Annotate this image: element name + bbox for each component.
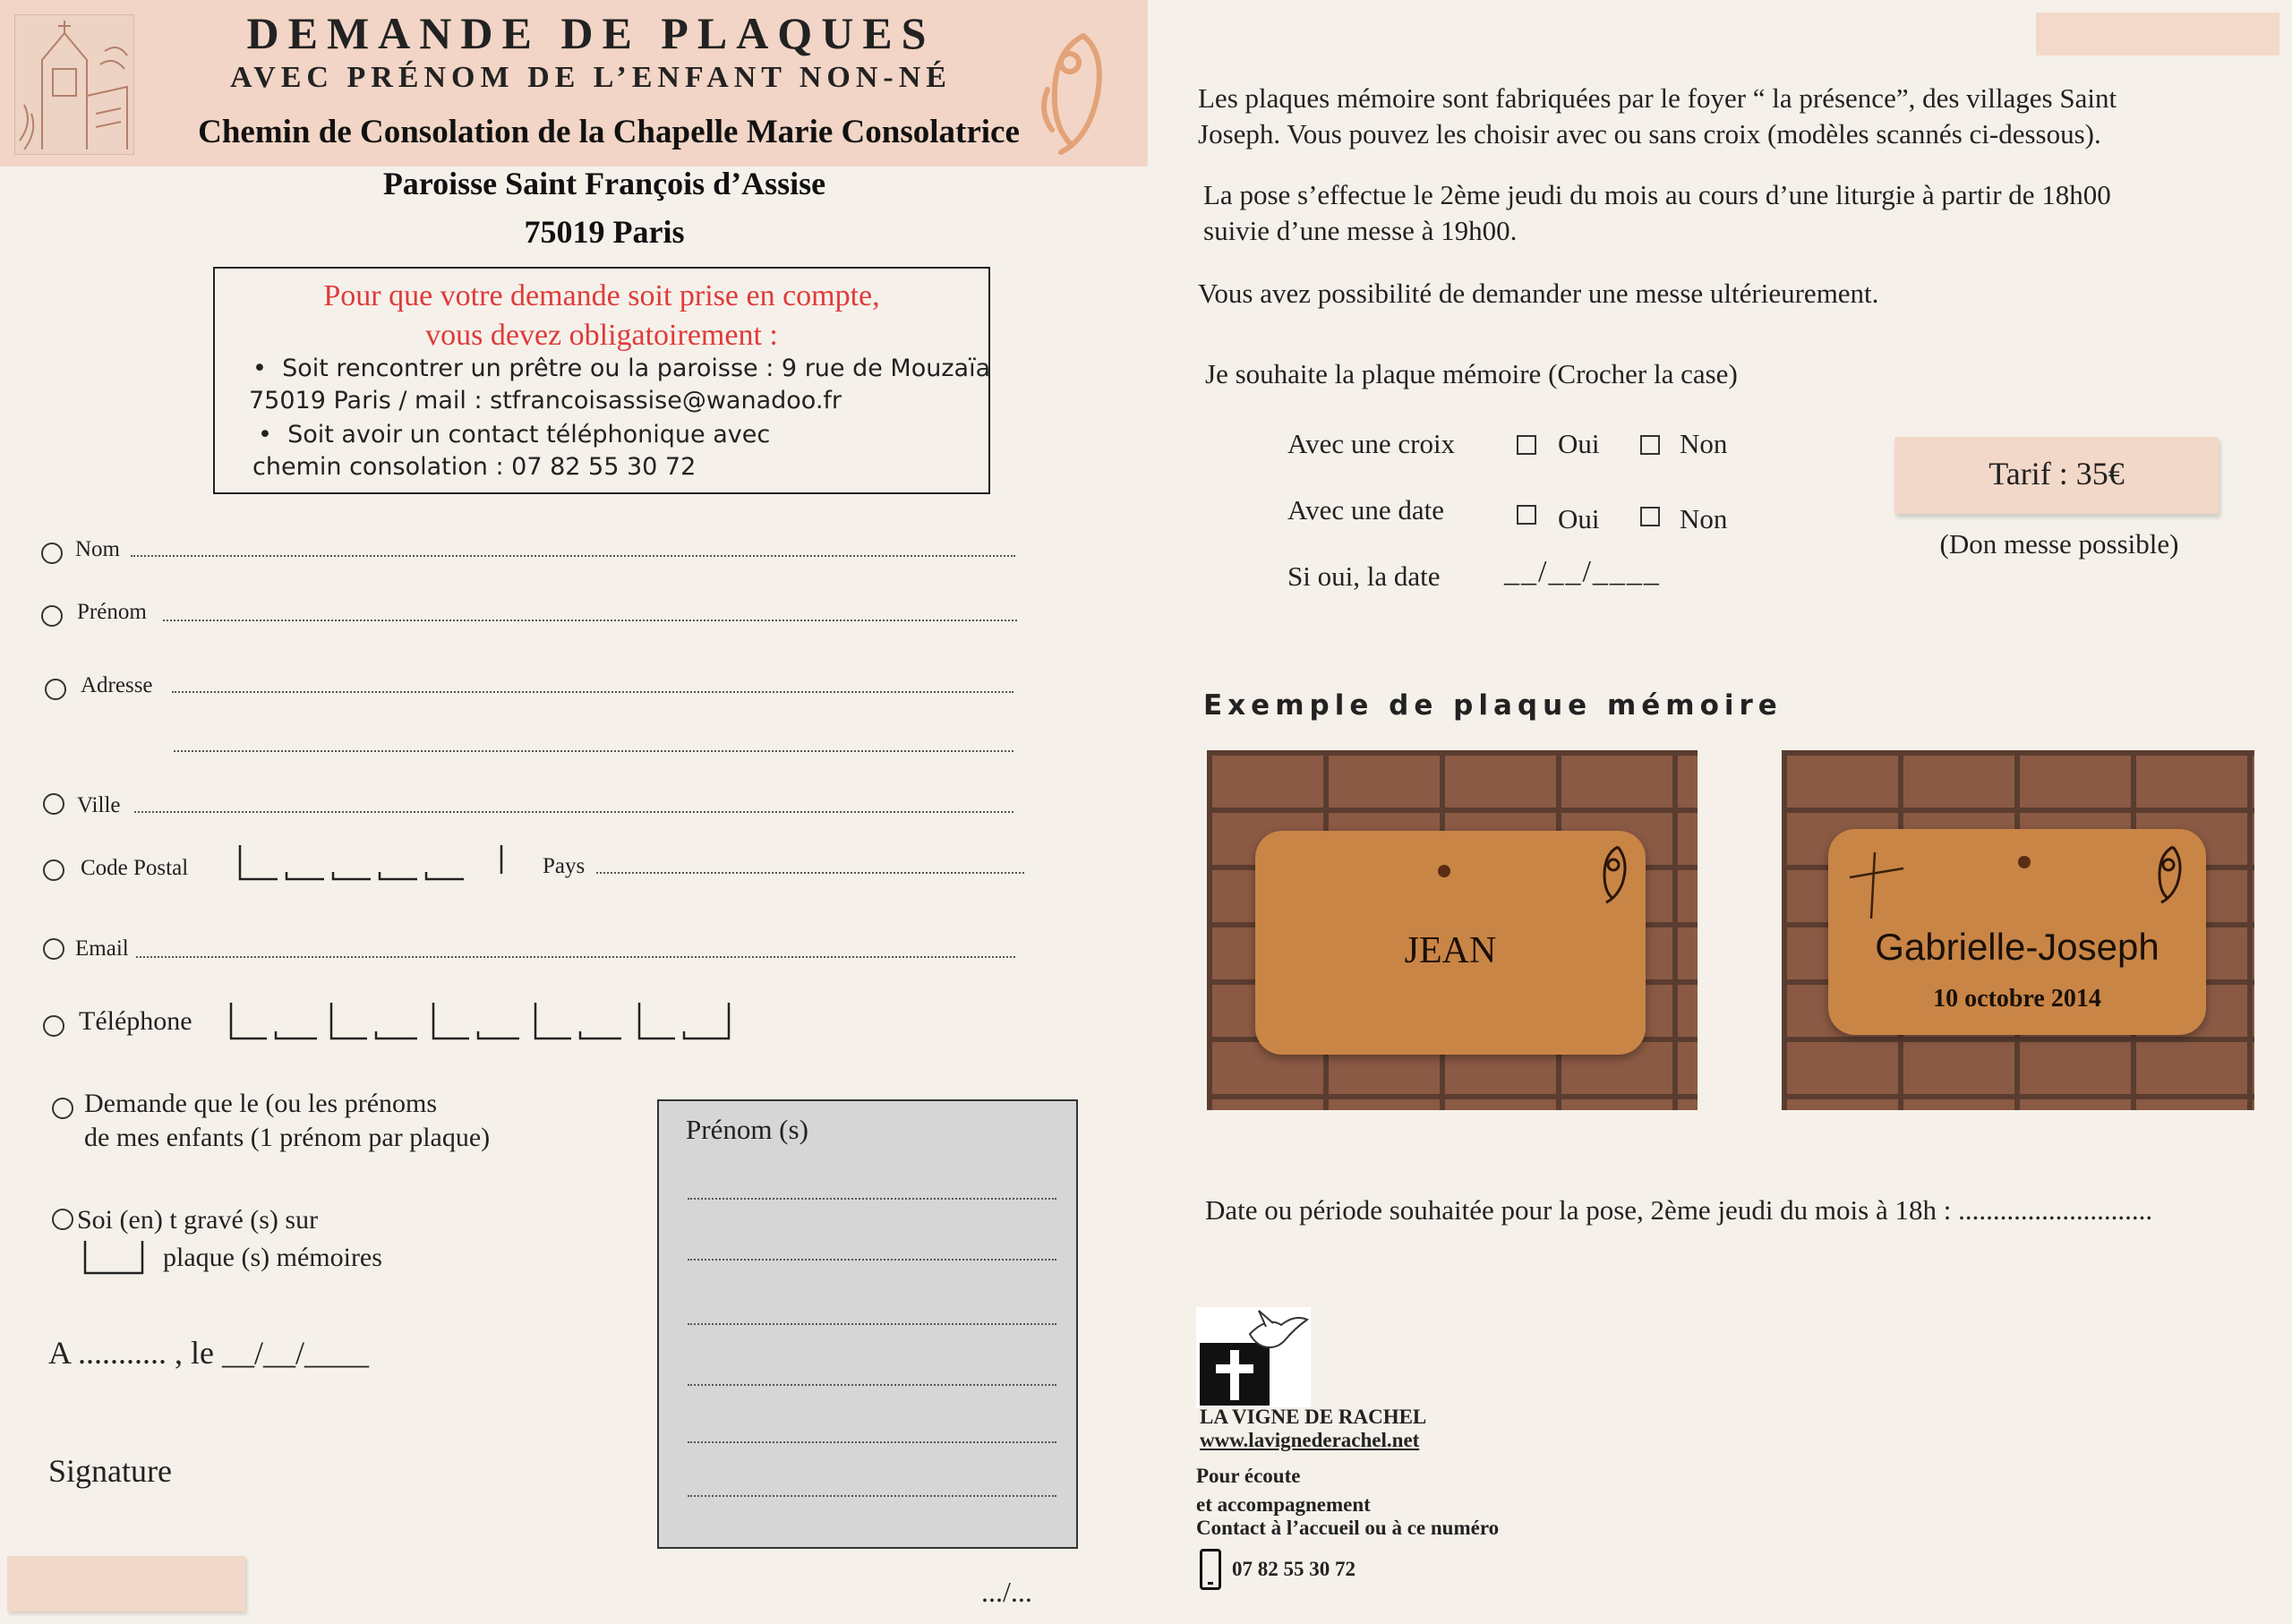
tape-decoration-bottom (7, 1556, 245, 1611)
grave-text-2: plaque (s) mémoires (163, 1243, 382, 1272)
avec-date-label: Avec une date (1287, 494, 1444, 526)
plaque-2-name: Gabrielle-Joseph (1875, 926, 2159, 968)
footer-phone: 07 82 55 30 72 (1232, 1558, 1356, 1580)
page-subtitle: AVEC PRÉNOM DE L’ENFANT NON-NÉ (230, 61, 952, 94)
pays-label: Pays (543, 854, 586, 878)
nombre-plaques-input[interactable] (82, 1239, 145, 1277)
plaque-example-2-image (1782, 750, 2254, 1110)
souhaite-label: Je souhaite la plaque mémoire (Crocher la case) (1205, 358, 1738, 389)
plaque-2-hole-icon (2018, 856, 2031, 868)
si-oui-label: Si oui, la date (1287, 560, 1441, 592)
vigne-rachel-link[interactable]: www.lavignederachel.net (1200, 1429, 1420, 1451)
si-oui-date-field[interactable]: __/__/____ (1504, 555, 1661, 588)
vigne-rachel-name: LA VIGNE DE RACHEL (1200, 1406, 1427, 1428)
prenom-line-6[interactable] (688, 1495, 1056, 1497)
code-postal-label: Code Postal (81, 856, 189, 880)
date-non-checkbox[interactable] (1640, 507, 1660, 526)
tape-decoration-top (2036, 13, 2279, 56)
footer-line-1: Pour écoute (1196, 1465, 1301, 1487)
plaque-1-name: JEAN (1404, 930, 1497, 971)
intro-para-3: Vous avez possibilité de demander une messe ultérieurement. (1198, 278, 1879, 309)
croix-non-checkbox[interactable] (1640, 435, 1660, 455)
notice-bullet1-text: Soit rencontrer un prêtre ou la paroisse : 9 rue de Mouzaïa (282, 355, 991, 382)
date-pose-field[interactable]: Date ou période souhaitée pour la pose, 2ème jeudi du mois à 18h : ............................ (1205, 1194, 2153, 1226)
croix-non-label: Non (1680, 428, 1728, 459)
plaque-1-mary-icon (1595, 843, 1631, 906)
notice-bullet1: • Soit rencontrer un prêtre ou la paroisse : 9 rue de Mouzaïa (252, 355, 991, 382)
nom-input[interactable] (131, 555, 1015, 557)
date-oui-label: Oui (1558, 503, 1600, 534)
footer-line-3: Contact à l’accueil ou à ce numéro (1196, 1517, 1500, 1539)
prenom-line-5[interactable] (688, 1441, 1056, 1443)
signature-label: Signature (48, 1453, 172, 1489)
paroisse-city: 75019 Paris (524, 214, 685, 250)
adresse-label: Adresse (81, 673, 153, 697)
adresse-input-line1[interactable] (172, 691, 1013, 693)
prenom-line-2[interactable] (688, 1259, 1056, 1261)
notice-bullet2: • Soit avoir un contact téléphonique avec (258, 421, 771, 449)
date-oui-checkbox[interactable] (1517, 505, 1536, 525)
grave-text-1: Soi (en) t gravé (s) sur (77, 1205, 319, 1235)
code-postal-input[interactable] (235, 843, 503, 881)
croix-oui-checkbox[interactable] (1517, 435, 1536, 455)
telephone-radio[interactable] (43, 1015, 64, 1037)
plaque-2-cross-icon (1844, 849, 1907, 920)
nom-radio[interactable] (41, 543, 63, 564)
croix-oui-label: Oui (1558, 428, 1600, 459)
demande-radio[interactable] (52, 1098, 73, 1119)
code-postal-radio[interactable] (43, 859, 64, 881)
plaque-2-mary-icon (2151, 843, 2186, 906)
prenom-input[interactable] (163, 620, 1017, 621)
tarif-label: Tarif : 35€ (1988, 456, 2125, 491)
ville-input[interactable] (134, 811, 1013, 813)
page-title: DEMANDE DE PLAQUES (246, 8, 936, 58)
ville-radio[interactable] (43, 793, 64, 815)
vigne-rachel-logo (1196, 1307, 1311, 1407)
lieu-date-field[interactable]: A ........... , le __/__/____ (48, 1335, 369, 1371)
ville-label: Ville (77, 793, 121, 817)
prenom-line-4[interactable] (688, 1384, 1056, 1386)
avec-croix-label: Avec une croix (1287, 428, 1456, 459)
nom-label: Nom (75, 537, 120, 561)
adresse-radio[interactable] (45, 679, 66, 700)
prenom-line-1[interactable] (688, 1198, 1056, 1200)
plaque-example-1-image (1207, 750, 1698, 1110)
don-messe-label: (Don messe possible) (1939, 528, 2179, 560)
intro-para-2a: La pose s’effectue le 2ème jeudi du mois au cours d’une liturgie à partir de 18h00 (1203, 179, 2111, 210)
prenoms-box-title: Prénom (s) (686, 1114, 808, 1145)
chapel-sketch-image (14, 14, 134, 155)
telephone-label: Téléphone (79, 1006, 192, 1036)
intro-para-1a: Les plaques mémoire sont fabriquées par le foyer “ la présence”, des villages Saint (1198, 82, 2117, 114)
chemin-title: Chemin de Consolation de la Chapelle Marie Consolatrice (198, 114, 1020, 150)
prenom-line-3[interactable] (688, 1323, 1056, 1325)
exemple-heading: Exemple de plaque mémoire (1203, 689, 1783, 722)
paroisse-name: Paroisse Saint François d’Assise (382, 166, 826, 201)
date-non-label: Non (1680, 503, 1728, 534)
page-number: .../... (981, 1576, 1032, 1608)
notice-bullet1-cont: 75019 Paris / mail : stfrancoisassise@wanadoo.fr (249, 387, 842, 415)
adresse-input-line2[interactable] (174, 750, 1013, 752)
footer-line-2: et accompagnement (1196, 1493, 1371, 1516)
demande-text-1: Demande que le (ou les prénoms (84, 1089, 438, 1118)
plaque-2-date: 10 octobre 2014 (1933, 985, 2101, 1013)
notice-line2: vous devez obligatoirement : (425, 319, 778, 352)
grave-radio[interactable] (52, 1209, 73, 1230)
notice-bullet2-text: Soit avoir un contact téléphonique avec (287, 421, 771, 449)
email-radio[interactable] (43, 938, 64, 960)
notice-line1: Pour que votre demande soit prise en compte, (323, 279, 880, 312)
phone-icon (1200, 1549, 1221, 1590)
notice-bullet2-cont: chemin consolation : 07 82 55 30 72 (252, 453, 697, 481)
email-input[interactable] (136, 956, 1015, 958)
intro-para-2b: suivie d’une messe à 19h00. (1203, 215, 1518, 246)
telephone-input[interactable] (226, 999, 736, 1042)
plaque-1-hole-icon (1438, 865, 1450, 877)
prenom-label: Prénom (77, 600, 147, 624)
pays-input[interactable] (596, 872, 1024, 874)
demande-text-2: de mes enfants (1 prénom par plaque) (84, 1123, 491, 1152)
intro-para-1b: Joseph. Vous pouvez les choisir avec ou sans croix (modèles scannés ci-dessous). (1198, 118, 2101, 150)
email-label: Email (75, 936, 129, 961)
prenom-radio[interactable] (41, 605, 63, 627)
